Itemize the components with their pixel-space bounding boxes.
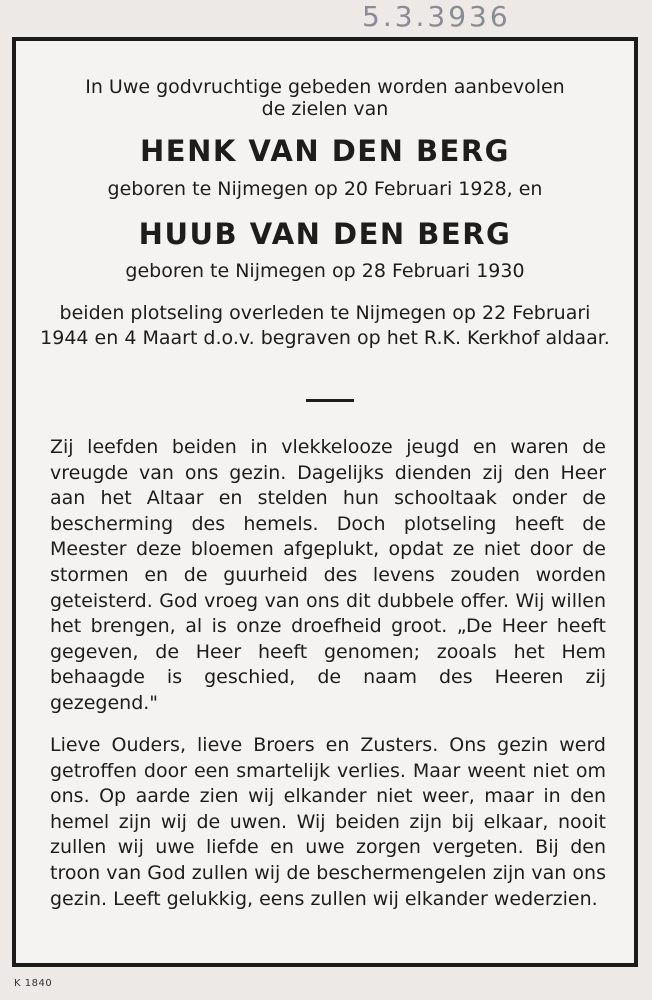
intro-line-2: de zielen van — [261, 98, 389, 120]
print-code: K 1840 — [14, 978, 53, 989]
paragraph-2: Lieve Ouders, lieve Broers en Zusters. Ons gezin werd getroffen door een smartelijk verlies. Maar weent niet om ons. Op aarde zien wij elkander niet weer, maar in den hemel zijn wij de uwen. Wij beiden zijn bij elkaar, nooit zullen wij uwe liefde en uwe zorgen vergeten. Bij den troon van God zullen wij de beschermengelen zijn van ons gezin. Leeft gelukkig, eens zullen wij elkander wederzien. — [50, 734, 606, 910]
intro-line-1: In Uwe godvruchtige gebeden worden aanbevolen — [85, 76, 565, 98]
person1-name: HENK VAN DEN BERG — [139, 134, 510, 168]
person2-name: HUUB VAN DEN BERG — [138, 217, 512, 251]
card-content — [16, 41, 634, 963]
handwritten-date: 5.3.3936 — [362, 0, 511, 33]
person1-birth: geboren te Nijmegen op 20 Februari 1928, en — [107, 178, 543, 200]
death-text: beiden plotseling overleden te Nijmegen op 22 Februari 1944 en 4 Maart d.o.v. begraven op het R.K. Kerkhof aldaar. — [40, 302, 610, 349]
memorial-card — [12, 37, 638, 967]
divider-line — [306, 399, 354, 402]
paragraph-1: Zij leefden beiden in vlekkelooze jeugd en waren de vreugde van ons gezin. Dagelijks dienden zij den Heer aan het Altaar en stelden hun schooltaak onder de bescherming des hemels. Doch plotseling heeft de Meester deze bloemen afgeplukt, opdat ze niet door de stormen en de guurheid des levens zouden worden geteisterd. God vroeg van ons dit dubbele offer. Wij willen het brengen, al is onze droefheid groot. „De Heer heeft gegeven, de Heer heeft genomen; zooals het Hem behaagde is geschied, de naam des Heeren zij gezegend." — [50, 436, 606, 714]
person2-birth: geboren te Nijmegen op 28 Februari 1930 — [125, 260, 525, 282]
